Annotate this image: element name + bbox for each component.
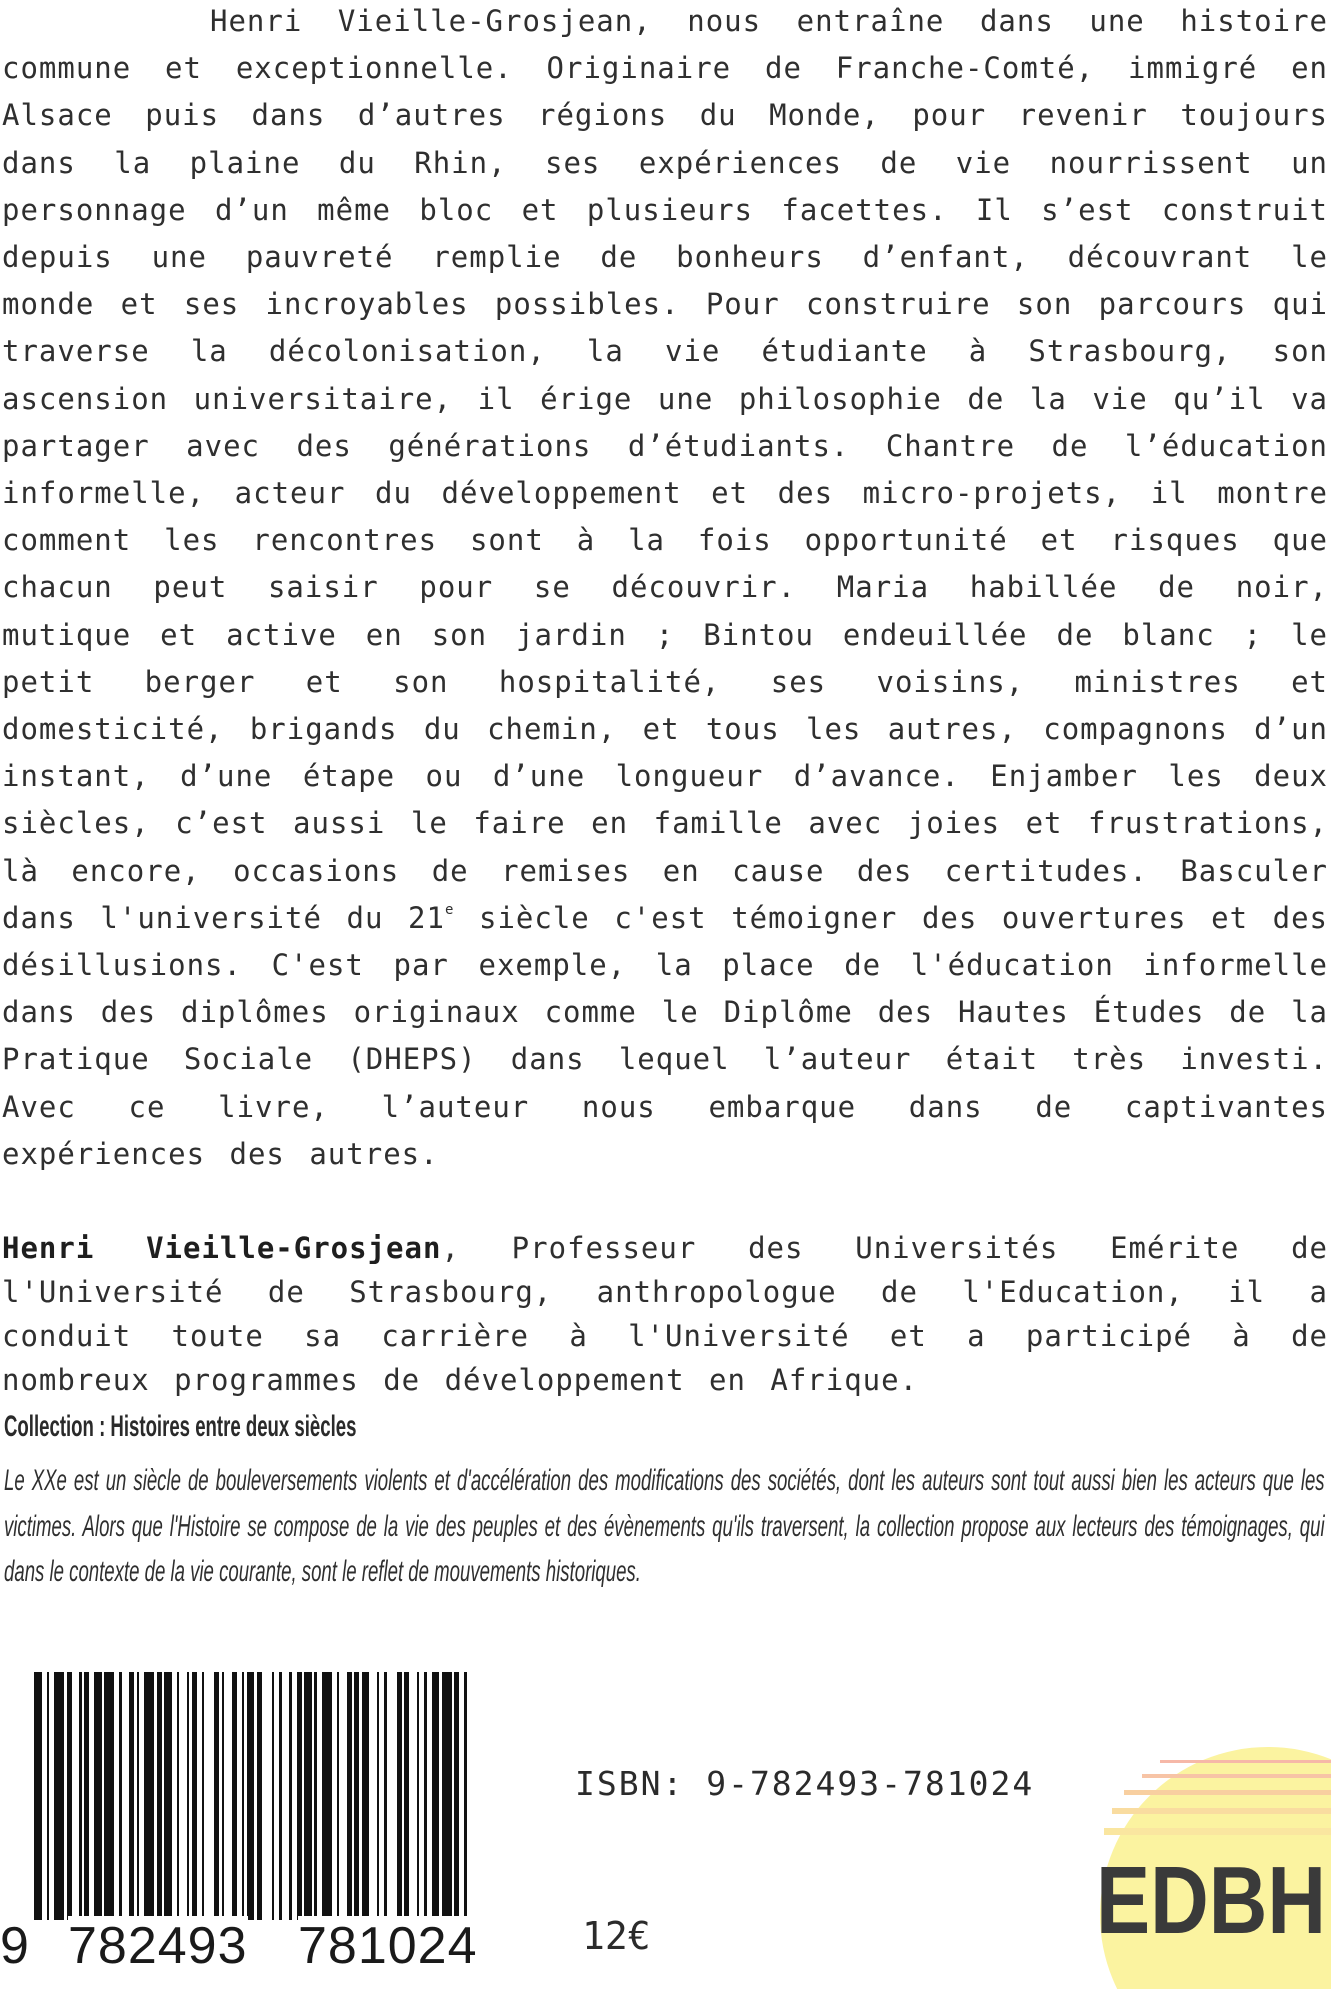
barcode-bar: [122, 1672, 130, 1920]
collection-title: Collection : Histoires entre deux siècles: [4, 1410, 357, 1443]
barcode-bar: [369, 1672, 377, 1920]
barcode-bar: [247, 1672, 255, 1920]
barcode-bar: [204, 1672, 214, 1920]
blurb-text-part1: Henri Vieille-Grosjean, nous entraîne dans une histoire commune et exceptionnelle. Originaire de Franche-Comté, immigré en Alsace puis dans d’autres régions du Monde, pour revenir toujours dans la plaine du Rhin, ses expériences de vie nourrissent un personnage d’un même bloc et plusieurs facettes. Il s’est construit depuis une pauvreté remplie de bonheurs d’enfant, découvrant le monde et ses incroyables possibles. Pour construire son parcours qui traverse la décolonisation, la vie étudiante à Strasbourg, son ascension universitaire, il érige une philosophie de la vie qu’il va partager avec des générations d’étudiants. Chantre de l’éducation informelle, acteur du développement et des micro-projets, il montre comment les rencontres sont à la fois opportunité et risques que chacun peut saisir pour se découvrir. Maria habillée de noir, mutique et active en son jardin ; Bintou endeuillée de blanc ; le petit berger et son hospitalité, ses voisins, ministres et domesticité, brigands du chemin, et tous les autres, compagnons d’un instant, d’une étape ou d’une longueur d’avance. Enjamber les deux siècles, c’est aussi le faire en famille avec joies et frustrations, là encore, occasions de remises en cause des certitudes. Basculer dans l'université du 21: [2, 4, 1328, 935]
back-cover-blurb: [2, 0, 1328, 1178]
barcode-bar: [322, 1672, 332, 1920]
barcode-bar: [72, 1672, 80, 1920]
barcode-bar: [94, 1672, 102, 1920]
barcode-bar: [262, 1672, 272, 1920]
barcode-bar: [179, 1672, 187, 1920]
barcode-bar: [54, 1672, 64, 1920]
barcode-bar: [34, 1672, 42, 1920]
author-bio-text: , Professeur des Universités Emérite de l'Université de Strasbourg, anthropologue de l'Education, il a conduit toute sa carrière à l'Université et a participé à de nombreux programmes de développement en Afrique.: [2, 1231, 1328, 1397]
barcode-bar: [282, 1672, 290, 1920]
blurb-text-part2: siècle c'est témoigner des ouvertures et des désillusions. C'est par exemple, la place de l'éducation informelle dans des diplômes originaux comme le Diplôme des Hautes Études de la Pratique Sociale (DHEPS) dans lequel l’auteur était très investi. Avec ce livre, l’auteur nous embarque dans de captivantes expériences des autres.: [2, 900, 1328, 1171]
barcode-bar: [387, 1672, 397, 1920]
logo-text: EDBH: [1096, 1847, 1326, 1954]
century-superscript: e: [444, 901, 455, 918]
barcode-bar: [224, 1672, 232, 1920]
author-bio: [2, 1226, 1328, 1402]
barcode-bar: [339, 1672, 347, 1920]
barcode-bar: [432, 1672, 440, 1920]
publisher-logo: [1060, 1740, 1331, 1989]
barcode-bar: [304, 1672, 312, 1920]
collection-description: Le XXe est un siècle de bouleversements violents et d'accélération des modifications des sociétés, dont les auteurs sont tout aussi bien les acteurs que les victimes. Alors que l'Histoire se compose de la vie des peuples et des évènements qu'ils traversent, la collection propose aux lecteurs des témoignages, qui dans le contexte de la vie courante, sont le reflet de mouvements historiques.: [4, 1464, 1325, 1588]
barcode-first-digit: 9: [0, 1917, 30, 1975]
barcode-bar: [104, 1672, 114, 1920]
barcode-left-group: 782493: [68, 1917, 248, 1975]
barcode-bar: [409, 1672, 417, 1920]
barcode-bar: [442, 1672, 452, 1920]
barcode: [0, 1672, 500, 1982]
isbn-number: ISBN: 9-782493-781024: [575, 1764, 1035, 1803]
author-name: Henri Vieille-Grosjean: [2, 1231, 442, 1265]
barcode-right-group: 781024: [298, 1917, 478, 1975]
barcode-bar: [144, 1672, 154, 1920]
price: 12€: [582, 1914, 651, 1958]
barcode-bar: [164, 1672, 172, 1920]
barcode-bar: [362, 1672, 370, 1920]
barcode-bars: [34, 1672, 474, 1920]
barcode-bar: [467, 1672, 475, 1920]
